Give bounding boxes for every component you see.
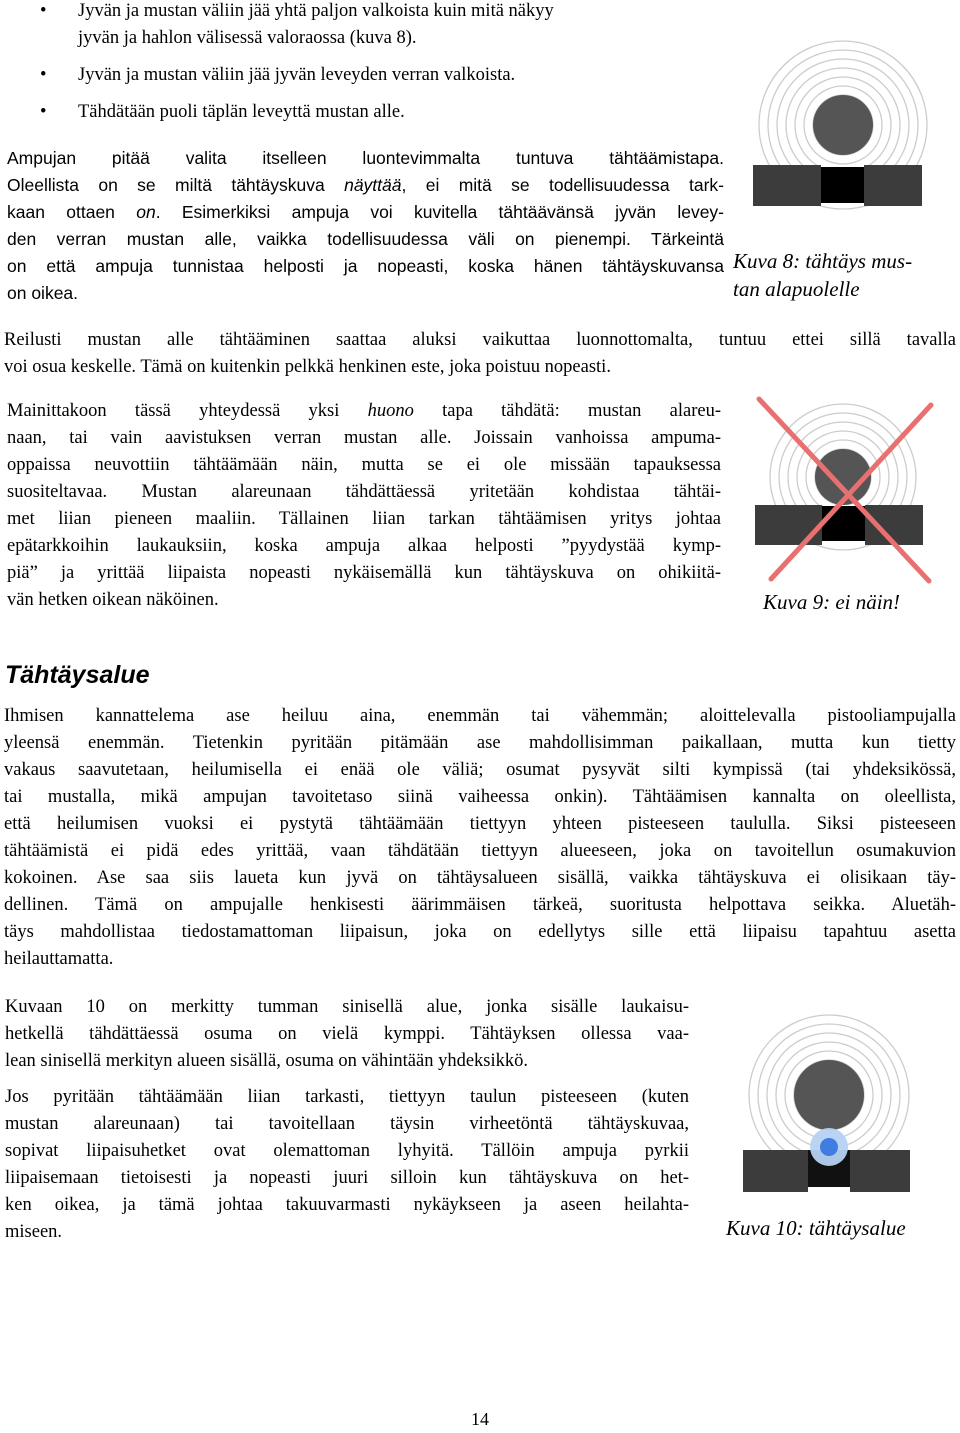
- figure-8: [740, 30, 950, 250]
- paragraph-aim-area: [4, 703, 956, 973]
- text-line: että heilumisen vuoksi ei pystytä tähtäämään tiettyyn yhteen pisteeseen taululla. Siksi pisteeseen: [4, 814, 956, 834]
- text-line: tai mustalla, mikä ampujan tavoitetaso siinä vaiheessa onkin). Tähtäämisen kannalta on oleellista,: [4, 787, 956, 807]
- bullet-text-line: Jyvän ja mustan väliin jää jyvän leveyden verran valkoista.: [78, 65, 516, 85]
- text-line: den verran mustan alle, vaikka todellisuudessa väli on pienempi. Tärkeintä: [7, 229, 724, 249]
- text-line: dellinen. Tämä on ampujalle henkisesti äärimmäisen tärkeä, suoritusta helpottava seikka. Aluetäh-: [4, 895, 956, 915]
- rear-sight-left: [743, 1150, 808, 1192]
- figure-9-caption: Kuva 9: ei näin!: [763, 590, 901, 614]
- section-heading: Tähtäysalue: [5, 661, 150, 689]
- figure-10-illustration: [730, 1000, 950, 1200]
- text-line: vakaus saavutetaan, heilumisella ei enää ole väliä; osumat pysyvät silti kympissä (tai yhdeksikössä,: [4, 760, 956, 780]
- text-line: mustan alareunaan) tai tavoitellaan täysin virheetöntä tähtäyskuvaa,: [5, 1114, 689, 1134]
- text-line: oppaissa neuvottiin tähtäämään näin, mutta se ei ole missään tapauksessa: [7, 455, 721, 475]
- text-line: met liian pieneen maaliin. Tällainen liian tarkan tähtäämisen yritys johtaa: [7, 509, 721, 529]
- figure-8-caption: Kuva 8: tähtäys mus- tan alapuolelle: [733, 249, 913, 301]
- bullet-text-line: Tähdätään puoli täplän leveyttä mustan alle.: [78, 102, 405, 122]
- figure-8-illustration: [740, 30, 950, 250]
- text-line: Ihmisen kannattelema ase heiluu aina, enemmän tai vähemmän; aloittelevalla pistooliampujalla: [4, 706, 956, 726]
- text-line: ken oikea, ja tämä johtaa takuuvarmasti nykäykseen ja aseen heilahta-: [5, 1195, 689, 1215]
- bullet-item: [0, 99, 740, 126]
- paragraph-figure10-desc: [5, 994, 689, 1075]
- paragraph-below-aim: [4, 327, 956, 381]
- rear-sight-right: [850, 1150, 910, 1192]
- figure-9-illustration: [745, 395, 955, 585]
- text-line: piä” ja yrittää liipaista nopeasti nykäisemällä kun tähtäyskuva on ohikiitä-: [7, 563, 721, 583]
- bullet-dot-icon: •: [40, 1, 47, 21]
- text-line: Ampujan pitää valita itselleen luontevimmalta tuntuva tähtäämistapa.: [7, 148, 724, 168]
- dark-blue-area: [820, 1138, 838, 1156]
- text-line: epätarkkoihin laukauksiin, koska ampuja alkaa helposti ”pyydystää kymp-: [7, 536, 721, 556]
- rear-sight-left: [753, 165, 821, 206]
- text-line: suositeltavaa. Mustan alareunaan tähdättäessä yritetään kohdistaa tähtäi-: [7, 482, 721, 502]
- text-line: tähtäämistä ei pidä edes yrittää, vaan tähdätään tiettyyn alueeseen, joka on tavoitellun osumakuvion: [4, 841, 956, 861]
- text-line: naan, tai vain aavistuksen verran mustan alle. Joissain vanhoissa ampuma-: [7, 428, 721, 448]
- text-line: kaan ottaen on. Esimerkiksi ampuja voi kuvitella tähtäävänsä jyvän levey-: [7, 202, 724, 222]
- text-line: kokoinen. Ase saa siis laueta kun jyvä on tähtäysalueen sisällä, vaikka tähtäyskuva ei olisikaan täy-: [4, 868, 956, 888]
- text-line: vän hetken oikean näköinen.: [7, 590, 219, 610]
- page-number: 14: [471, 1409, 489, 1429]
- text-line: Mainittakoon tässä yhteydessä yksi huono tapa tähdätä: mustan alareu-: [7, 401, 721, 421]
- bullet-dot-icon: •: [40, 65, 47, 85]
- text-line: sopivat liipaisuhetket ovat olemattoman lyhyitä. Tällöin ampuja pyrkii: [5, 1141, 689, 1161]
- text-line: Reilusti mustan alle tähtääminen saattaa aluksi vaikuttaa luonnottomalta, tuntuu ettei sillä tavalla: [4, 330, 956, 350]
- text-line: täys mahdollistaa tiedostamattoman liipaisun, joka on edellytys sille että liipaisu tapahtuu asetta: [4, 922, 956, 942]
- paragraph-too-precise: [5, 1084, 689, 1246]
- figure-10-caption: Kuva 10: tähtäysalue: [726, 1216, 906, 1240]
- bullet-text-line: jyvän ja hahlon välisessä valoraossa (kuva 8).: [78, 28, 417, 48]
- figure-9: [745, 395, 955, 585]
- text-line: on oikea.: [7, 283, 79, 303]
- bullet-text-line: Jyvän ja mustan väliin jää yhtä paljon valkoista kuin mitä näkyy: [78, 1, 554, 21]
- front-sight-post: [822, 506, 865, 541]
- bullet-list: [0, 0, 740, 126]
- text-line: Jos pyritään tähtäämään liian tarkasti, tiettyyn taulun pisteeseen (kuten: [5, 1087, 689, 1107]
- target-black-circle: [813, 95, 873, 155]
- text-line: on että ampuja tunnistaa helposti ja nopeasti, koska hänen tähtäyskuvansa: [7, 256, 724, 276]
- text-line: miseen.: [5, 1222, 63, 1242]
- text-line: liipaisemaan tietoisesti ja nopeasti juuri silloin kun tähtäyskuva on het-: [5, 1168, 689, 1188]
- target-black-circle: [794, 1060, 864, 1130]
- text-line: Kuvaan 10 on merkitty tumman sinisellä alue, jonka sisälle laukaisu-: [5, 997, 689, 1017]
- bullet-item: [0, 62, 740, 89]
- figure-10: [730, 1000, 950, 1200]
- paragraph-aim-choice: [7, 145, 724, 307]
- front-sight-post: [821, 167, 864, 203]
- text-line: yleensä enemmän. Tietenkin pyritään pitämään ase mahdollisimman paikallaan, mutta kun tietty: [4, 733, 956, 753]
- bullet-item: [0, 0, 740, 52]
- text-line: heilauttamatta.: [4, 949, 114, 969]
- text-line: voi osua keskelle. Tämä on kuitenkin pelkkä henkinen este, joka poistuu nopeasti.: [4, 357, 611, 377]
- rear-sight-right: [864, 165, 922, 206]
- bullet-dot-icon: •: [40, 102, 47, 122]
- text-line: hetkellä tähdättäessä osuma on vielä kymppi. Tähtäyksen ollessa vaa-: [5, 1024, 689, 1044]
- paragraph-bad-method: [7, 398, 721, 614]
- rear-sight-left: [755, 505, 822, 545]
- text-line: Oleellista on se miltä tähtäyskuva näyttää, ei mitä se todellisuudessa tark-: [7, 175, 724, 195]
- text-line: lean sinisellä merkityn alueen sisällä, osuma on vähintään yhdeksikkö.: [5, 1051, 529, 1071]
